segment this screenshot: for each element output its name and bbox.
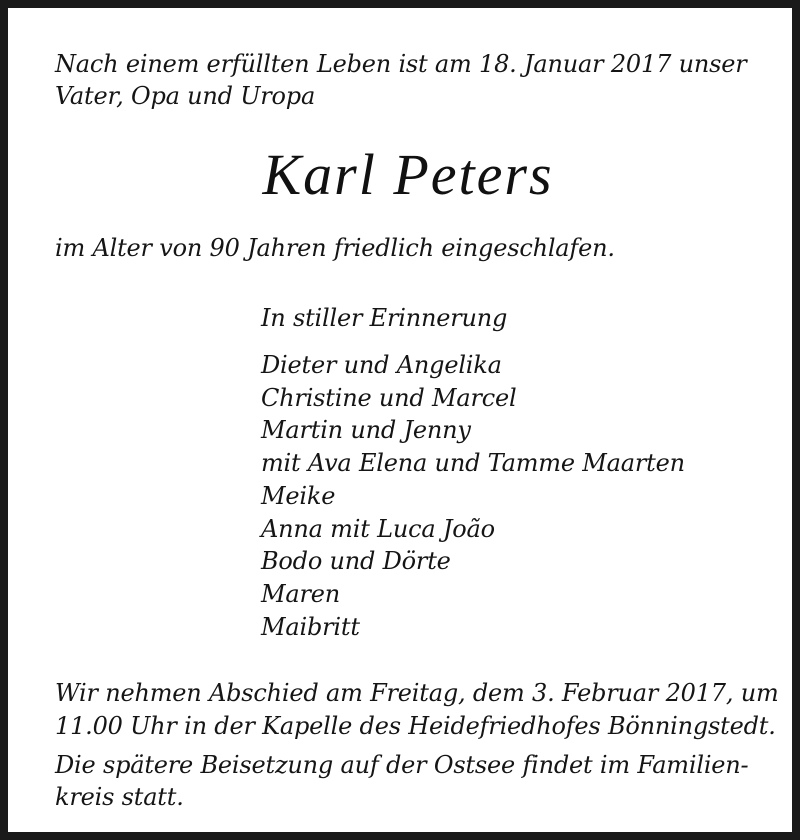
intro-line-2: Vater, Opa und Uropa xyxy=(55,82,316,110)
mourners-list xyxy=(261,349,685,643)
burial-line-2: kreis statt. xyxy=(55,783,184,811)
age-line: im Alter von 90 Jahren friedlich eingeschlafen. xyxy=(55,234,615,262)
remembrance-heading: In stiller Erinnerung xyxy=(261,304,508,332)
intro-line-1: Nach einem erfüllten Leben ist am 18. Januar 2017 unser xyxy=(55,50,747,78)
mourner-item: Maibritt xyxy=(261,612,360,641)
mourner-item: Maren xyxy=(261,579,341,608)
mourner-item: mit Ava Elena und Tamme Maarten xyxy=(261,449,685,478)
mourner-item: Christine und Marcel xyxy=(261,383,517,412)
mourner-item: Dieter und Angelika xyxy=(261,351,502,379)
farewell-line-1: Wir nehmen Abschied am Freitag, dem 3. Februar 2017, um xyxy=(55,679,779,707)
burial-line-1: Die spätere Beisetzung auf der Ostsee findet im Familien- xyxy=(55,751,749,779)
mourner-item: Bodo und Dörte xyxy=(261,547,451,576)
mourner-item: Anna mit Luca João xyxy=(261,514,495,543)
deceased-name: Karl Peters xyxy=(262,142,554,207)
mourner-item: Martin und Jenny xyxy=(261,416,471,445)
farewell-line-2: 11.00 Uhr in der Kapelle des Heidefriedhofes Bönningstedt. xyxy=(55,712,776,740)
mourner-item: Meike xyxy=(261,481,336,510)
